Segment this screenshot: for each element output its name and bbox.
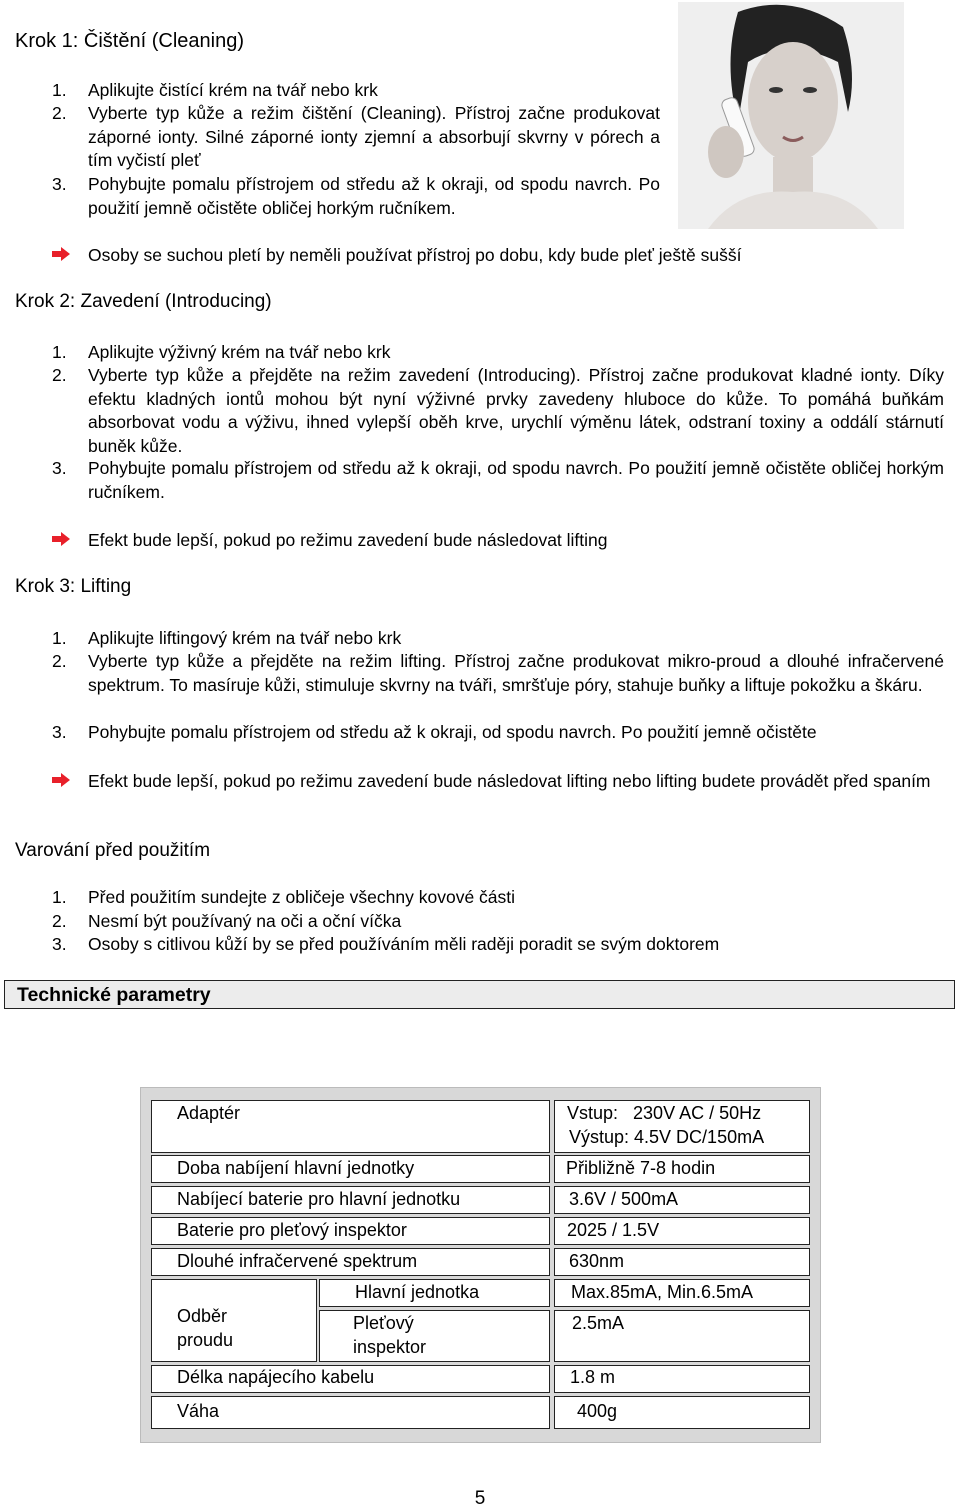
list-item: 2. Vyberte typ kůže a přejděte na režim lifting. Přístroj začne produkovat mikro-proud a dlouhé infračervené spektrum. To masíruje kůži, stimuluje skvrny na tváři, smršťuje póry, stahuje buňky a liftuje pokožku a škáru. bbox=[52, 651, 944, 695]
spec-label: Váha bbox=[177, 1401, 220, 1421]
arrow-right-icon bbox=[52, 532, 70, 546]
list-item: 2. Vyberte typ kůže a přejděte na režim zavedení (Introducing). Přístroj začne produkovat kladné ionty. Díky efektu kladných iontů mohou být nyní výživné prvky zavedeny hluboce do kůže. To pomáhá buňkám absorbovat vodu a výživu, ihned vylepší oběh krve, urychlí výměnu látek, odstraní toxiny a oddálí stárnutí buněk kůže. bbox=[52, 365, 944, 456]
spec-sublabel: Hlavní jednotka bbox=[355, 1282, 480, 1302]
list-item: 1. Aplikujte výživný krém na tvář nebo krk bbox=[52, 342, 391, 362]
spec-value: Max.85mA, Min.6.5mA bbox=[571, 1282, 754, 1302]
spec-value: Výstup: 4.5V DC/150mA bbox=[569, 1127, 765, 1147]
spec-label: proudu bbox=[177, 1330, 234, 1350]
woman-with-device-photo bbox=[678, 2, 904, 229]
spec-sublabel: Pleťový bbox=[353, 1313, 414, 1333]
tech-title: Technické parametry bbox=[17, 984, 211, 1006]
spec-label: Odběr bbox=[177, 1306, 228, 1326]
list-item: 1. Aplikujte čistící krém na tvář nebo krk bbox=[52, 80, 378, 100]
spec-label: Dlouhé infračervené spektrum bbox=[177, 1251, 418, 1271]
list-item: 2. Vyberte typ kůže a režim čištění (Cleaning). Přístroj začne produkovat záporné ionty. Silné záporné ionty zjemní a absorbují skvrny v pórech a tím vyčistí pleť bbox=[52, 103, 660, 170]
step1-title: Krok 1: Čištění (Cleaning) bbox=[15, 30, 244, 52]
note: Efekt bude lepší, pokud po režimu zavedení bude následovat lifting bbox=[52, 528, 944, 552]
table-cell bbox=[151, 1279, 317, 1362]
spec-value: Přibližně 7-8 hodin bbox=[566, 1158, 716, 1178]
spec-value: 3.6V / 500mA bbox=[569, 1189, 679, 1209]
warning-title: Varování před použitím bbox=[15, 840, 211, 861]
spec-label: Baterie pro pleťový inspektor bbox=[177, 1220, 407, 1240]
spec-label: Doba nabíjení hlavní jednotky bbox=[177, 1158, 415, 1178]
arrow-right-icon bbox=[52, 247, 70, 261]
spec-sublabel: inspektor bbox=[353, 1337, 427, 1357]
spec-label: Délka napájecího kabelu bbox=[177, 1367, 375, 1387]
note: Osoby se suchou pletí by neměli používat přístroj po dobu, kdy bude pleť ještě sušší bbox=[52, 243, 860, 267]
page-number: 5 bbox=[474, 1488, 486, 1509]
arrow-right-icon bbox=[52, 773, 70, 787]
step3-title: Krok 3: Lifting bbox=[15, 576, 132, 597]
section-header-band bbox=[4, 980, 955, 1009]
spec-value: 1.8 m bbox=[570, 1367, 616, 1387]
spec-value: Vstup: 230V AC / 50Hz bbox=[567, 1103, 762, 1123]
list-item: 3. Pohybujte pomalu přístrojem od středu až k okraji, od spodu navrch. Po použití jemně očistěte obličej horkým ručníkem. bbox=[52, 458, 944, 502]
spec-value: 400g bbox=[577, 1401, 618, 1421]
spec-value: 2025 / 1.5V bbox=[567, 1220, 660, 1240]
list-item: 3. Pohybujte pomalu přístrojem od středu až k okraji, od spodu navrch. Po použití jemně očistěte obličej horkým ručníkem. bbox=[52, 174, 660, 218]
list-item: 3. Osoby s citlivou kůží by se před používáním měli raději poradit se svým doktorem bbox=[52, 934, 720, 954]
list-item: 1. Aplikujte liftingový krém na tvář nebo krk bbox=[52, 628, 402, 648]
spec-label: Adaptér bbox=[177, 1103, 241, 1123]
step2-title: Krok 2: Zavedení (Introducing) bbox=[15, 291, 272, 312]
spec-value: 2.5mA bbox=[572, 1313, 625, 1333]
spec-value: 630nm bbox=[569, 1251, 625, 1271]
list-item: 3. Pohybujte pomalu přístrojem od středu až k okraji, od spodu navrch. Po použití jemně očistěte bbox=[52, 722, 817, 742]
list-item: 2. Nesmí být používaný na oči a oční víčka bbox=[52, 911, 402, 931]
spec-label: Nabíjecí baterie pro hlavní jednotku bbox=[177, 1189, 461, 1209]
note: Efekt bude lepší, pokud po režimu zavedení bude následovat lifting nebo lifting budete provádět před spaním bbox=[52, 769, 944, 793]
list-item: 1. Před použitím sundejte z obličeje všechny kovové části bbox=[52, 887, 516, 907]
